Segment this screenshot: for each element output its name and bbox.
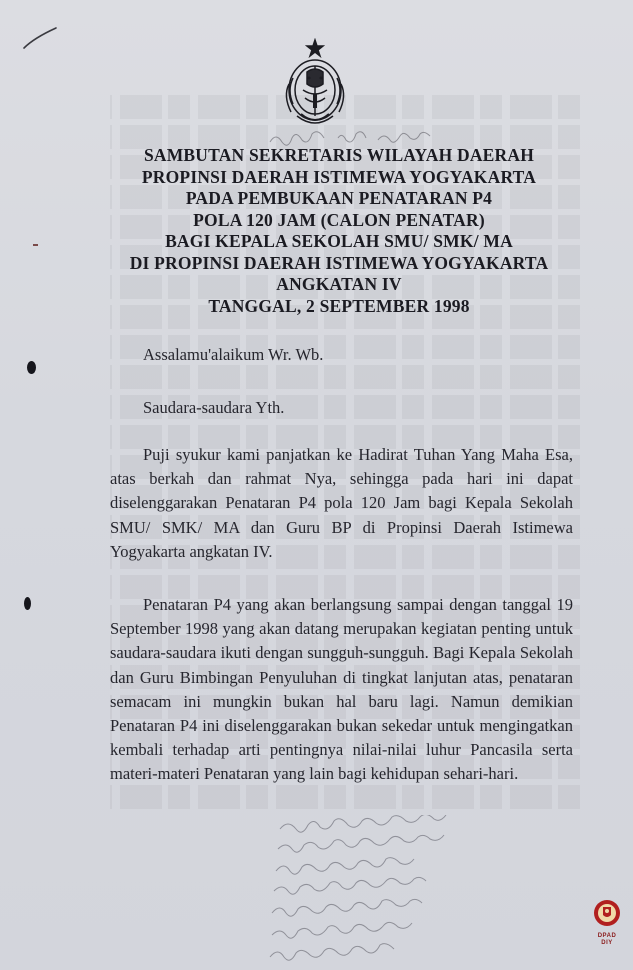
title-line-2: PROPINSI DAERAH ISTIMEWA YOGYAKARTA (141, 166, 537, 187)
paragraph-1: Puji syukur kami panjatkan ke Hadirat Tuhan Yang Maha Esa, atas berkah dan rahmat Nya, sehingga pada hari ini dapat diselenggarakan Penataran P4 pola 120 Jam bagi Kepala Sekolah SMU/ SMK/ MA dan Guru BP di Propinsi Daerah Istimewa Yogyakarta angkatan IV. (110, 445, 573, 561)
diy-coat-of-arms-icon (279, 38, 351, 128)
salutation: Saudara-saudara Yth. (143, 398, 285, 417)
logo-label-bottom: DIY (601, 940, 613, 946)
title-line-7: ANGKATAN IV (276, 274, 402, 294)
margin-tick-mark (33, 244, 38, 246)
title-line-4: POLA 120 JAM (CALON PENATAR) (193, 209, 485, 230)
title-line-3: PADA PEMBUKAAN PENATARAN P4 (185, 188, 493, 208)
margin-punch-mark (27, 361, 36, 374)
title-line-6: DI PROPINSI DAERAH ISTIMEWA YOGYAKARTA (129, 252, 549, 273)
greeting: Assalamu'alaikum Wr. Wb. (143, 345, 324, 364)
margin-punch-mark (24, 597, 31, 610)
title-line-1: SAMBUTAN SEKRETARIS WILAYAH DAERAH (143, 145, 535, 165)
title-line-8: TANGGAL, 2 SEPTEMBER 1998 (208, 295, 470, 316)
handwritten-annotation (260, 815, 620, 970)
logo-label-top: DPAD (597, 933, 617, 939)
pencil-mark-icon (20, 24, 60, 52)
document-title (60, 145, 618, 317)
title-line-5: BAGI KEPALA SEKOLAH SMU/ SMK/ MA (165, 231, 513, 251)
paragraph-2: Penataran P4 yang akan berlangsung sampai dengan tanggal 19 September 1998 yang akan datang merupakan kegiatan penting untuk saudara-saudara ikuti dengan sungguh-sungguh. Bagi Kepala Sekolah dan Guru Bimbingan Penyuluhan di tingkat lanjutan atas, penataran semacam ini mungkin bukan hal baru lagi. Namun demikian Penataran P4 ini diselenggarakan bukan sekedar untuk mengingatkan kembali terhadap arti pentingnya nilai-nilai luhur Pancasila serta materi-materi Penataran yang lain bagi kehidupan sehari-hari. (110, 595, 573, 784)
dpad-diy-logo (588, 898, 626, 950)
dpad-diy-seal-icon (592, 898, 622, 928)
